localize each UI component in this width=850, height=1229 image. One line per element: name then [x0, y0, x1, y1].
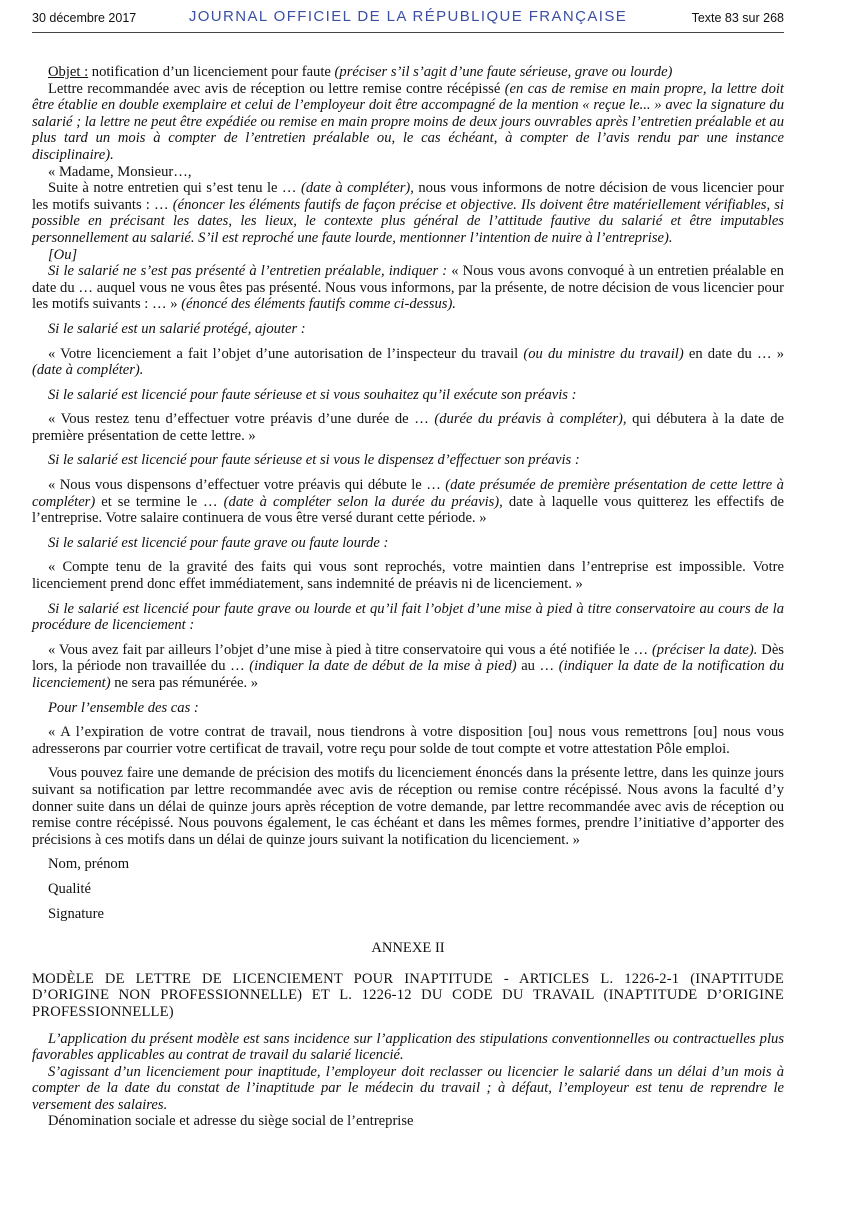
- ou-line: [32, 247, 784, 264]
- nom-prenom: Nom, prénom: [48, 856, 130, 873]
- objet-paragraph: [32, 64, 784, 81]
- absent-italic-2: (énoncé des éléments fautifs comme ci-dessus).: [181, 296, 456, 313]
- mise-pied-text-1: « Vous avez fait par ailleurs l’objet d’une mise à pied à titre conservatoire qui vous a été notifiée le …: [48, 641, 652, 658]
- seriouse-exec-paragraph: [32, 411, 784, 444]
- absent-paragraph: [32, 263, 784, 313]
- suite-text-1: Suite à notre entretien qui s’est tenu le …: [48, 180, 301, 197]
- salutation: « Madame, Monsieur…,: [48, 163, 192, 180]
- signature: Signature: [48, 905, 104, 922]
- annexe-note-2-italic: S’agissant d’un licenciement pour inaptitude, l’employeur doit reclasser ou licencier le salarié dans un délai d’un mois à compter de la date du constat de l’inaptitude par le médecin du travail ; à défaut, l’employeur est tenu de reprendre le versement des salaires.: [32, 1063, 784, 1113]
- mise-pied-text-3: au …: [516, 658, 559, 675]
- seriouse-exec-italic-2: (durée du préavis à compléter),: [434, 411, 627, 428]
- annexe-title: ANNEXE II: [371, 940, 445, 957]
- suite-paragraph: [32, 180, 784, 246]
- mise-pied-italic-3: (indiquer la date de début de la mise à pied): [249, 658, 517, 675]
- absent-italic: Si le salarié ne s’est pas présenté à l’entretien préalable, indiquer :: [48, 263, 448, 280]
- protege-italic-2: (ou du ministre du travail): [523, 345, 684, 362]
- mise-pied-condition: [32, 601, 784, 634]
- mise-pied-italic-2: (préciser la date).: [651, 641, 758, 658]
- seriouse-exec-text-1: « Vous restez tenu d’effectuer votre préavis d’une durée de …: [48, 411, 435, 428]
- protege-condition: [32, 321, 784, 338]
- annexe-note-2: [32, 1064, 784, 1114]
- mise-pied-italic: Si le salarié est licencié pour faute grave ou lourde et qu’il fait l’objet d’une mise à pied à titre conservatoire au cours de la procédure de licenciement :: [32, 600, 784, 634]
- annexe-note-1-italic: L’application du présent modèle est sans incidence sur l’application des stipulations conventionnelles ou contractuelles plus favorables applicables au contrat de travail du salarié licencié.: [32, 1030, 784, 1064]
- header-date: 30 décembre 2017: [32, 11, 137, 25]
- suite-italic-2: (énoncer les éléments fautifs de façon précise et objective. Ils doivent être matériellement vérifiables, si possible en précisant les dates, les lieux, le contexte plus général de l’attitude fautive du salarié et être imputables personnellement au salarié. S’il est reproché une faute lourde, mentionner l’intention de nuire à l’entreprise).: [32, 196, 784, 246]
- ensemble-condition: [32, 700, 784, 717]
- precision-paragraph: Vous pouvez faire une demande de précision des motifs du licenciement énoncés dans la présente lettre, dans les quinze jours suivant sa notification par lettre recommandée avec avis de réception ou remise contre récépissé. Nous avons la faculté d’y donner suite dans un délai de quinze jours après réception de votre demande, par lettre recommandée avec avis de réception ou remise contre récépissé. Nous pouvons également, le cas échéant et dans les mêmes formes, prendre l’initiative d’apporter des précisions à ces motifs dans un délai de quinze jours suivant la notification du licenciement. »: [32, 765, 784, 848]
- annexe-note-1: [32, 1031, 784, 1064]
- seriouse-disp-text-1: « Nous vous dispensons d’effectuer votre préavis qui débute le …: [48, 477, 446, 494]
- seriouse-exec-condition: [32, 387, 784, 404]
- seriouse-disp-text-2: et se termine le …: [95, 493, 224, 510]
- objet-italic: (préciser s’il s’agit d’une faute sérieuse, grave ou lourde): [334, 64, 673, 80]
- header-texte-ref: Texte 83 sur 268: [691, 11, 784, 25]
- protege-text-1: « Votre licenciement a fait l’objet d’une autorisation de l’inspecteur du travail: [48, 345, 524, 362]
- suite-italic-1: (date à compléter),: [300, 180, 414, 197]
- mise-pied-italic-4: (indiquer la date de la notification du licenciement): [32, 658, 784, 691]
- absent-text: « Nous vous avons convoqué à un entretien préalable en date du … auquel vous ne vous êtes pas présenté. Nous vous informons, par la présente, de notre décision de vous licencier pour les motifs suivants : … »: [32, 263, 784, 313]
- mise-pied-text-4: ne sera pas rémunérée. »: [110, 675, 259, 691]
- ensemble-paragraph: « A l’expiration de votre contrat de travail, nous tiendrons à votre disposition [ou] nous vous remettrons [ou] nous vous adresserons par courrier votre certificat de travail, votre reçu pour solde de tout compte et votre attestation Pôle emploi.: [32, 724, 784, 757]
- lettre-italic: (en cas de remise en main propre, la lettre doit être établie en double exemplaire et celui de l’employeur doit être accompagné de la mention « reçue le... » avec la signature du salarié ; la lettre ne peut être expédiée ou remise en main propre moins de deux jours ouvrables après l’entretien préalable et au plus tard un mois à compter de l’entretien préalable ou, le cas échéant, à compter de l’avis rendu par une instance disciplinaire).: [32, 80, 784, 163]
- protege-text-2: en date du … »: [683, 345, 785, 362]
- seriouse-disp-text-3: date à laquelle vous quitterez les effectifs de l’entreprise. Votre salaire continuera de vous être versé durant cette période. »: [32, 493, 785, 527]
- lettre-text: Lettre recommandée avec avis de réception ou lettre remise contre récépissé: [48, 80, 505, 97]
- denomination: Dénomination sociale et adresse du siège social de l’entreprise: [48, 1113, 414, 1130]
- header-rule: [32, 32, 784, 33]
- grave-paragraph: « Compte tenu de la gravité des faits qui vous sont reprochés, votre maintien dans l’entreprise est impossible. Votre licenciement prend donc effet immédiatement, sans indemnité de préavis ni de licenciement. »: [32, 559, 784, 593]
- seriouse-disp-condition: [32, 452, 784, 469]
- document-body: [32, 64, 784, 1130]
- ou-text: [Ou]: [48, 246, 78, 263]
- grave-condition: [32, 535, 784, 552]
- seriouse-disp-paragraph: [32, 477, 784, 527]
- objet-text: notification d’un licenciement pour faute: [88, 64, 335, 80]
- protege-paragraph: [32, 346, 784, 379]
- seriouse-exec-text-2: qui débutera à la date de première présentation de cette lettre. »: [32, 411, 784, 444]
- annexe-heading: MODÈLE DE LETTRE DE LICENCIEMENT POUR INAPTITUDE - ARTICLES L. 1226-2-1 (INAPTITUDE D’ORIGINE NON PROFESSIONNELLE) ET L. 1226-12 DU CODE DU TRAVAIL (INAPTITUDE D’ORIGINE PROFESSIONNELLE): [32, 970, 784, 1020]
- seriouse-disp-italic: Si le salarié est licencié pour faute sérieuse et si vous le dispensez d’effectuer son préavis :: [48, 452, 580, 469]
- grave-italic: Si le salarié est licencié pour faute grave ou faute lourde :: [48, 534, 389, 551]
- journal-title: JOURNAL OFFICIEL DE LA RÉPUBLIQUE FRANÇAISE: [188, 8, 628, 25]
- seriouse-disp-italic-2: (date présumée de première présentation de cette lettre à compléter): [32, 477, 784, 510]
- page-header: [32, 8, 784, 30]
- suite-text-2: nous vous informons de notre décision de vous licencier pour les motifs suivants : …: [32, 180, 785, 213]
- seriouse-disp-italic-3: (date à compléter selon la durée du préavis),: [223, 493, 503, 510]
- objet-label: Objet :: [48, 64, 89, 80]
- mise-pied-paragraph: [32, 642, 784, 692]
- lettre-paragraph: [32, 81, 784, 164]
- seriouse-exec-italic: Si le salarié est licencié pour faute sérieuse et si vous souhaitez qu’il exécute son préavis :: [48, 386, 577, 403]
- protege-italic: Si le salarié est un salarié protégé, ajouter :: [48, 320, 306, 337]
- mise-pied-text-2: Dès lors, la période non travaillée du …: [32, 641, 784, 675]
- protege-italic-3: (date à compléter).: [32, 362, 144, 379]
- qualite: Qualité: [48, 880, 91, 897]
- ensemble-italic: Pour l’ensemble des cas :: [48, 699, 199, 716]
